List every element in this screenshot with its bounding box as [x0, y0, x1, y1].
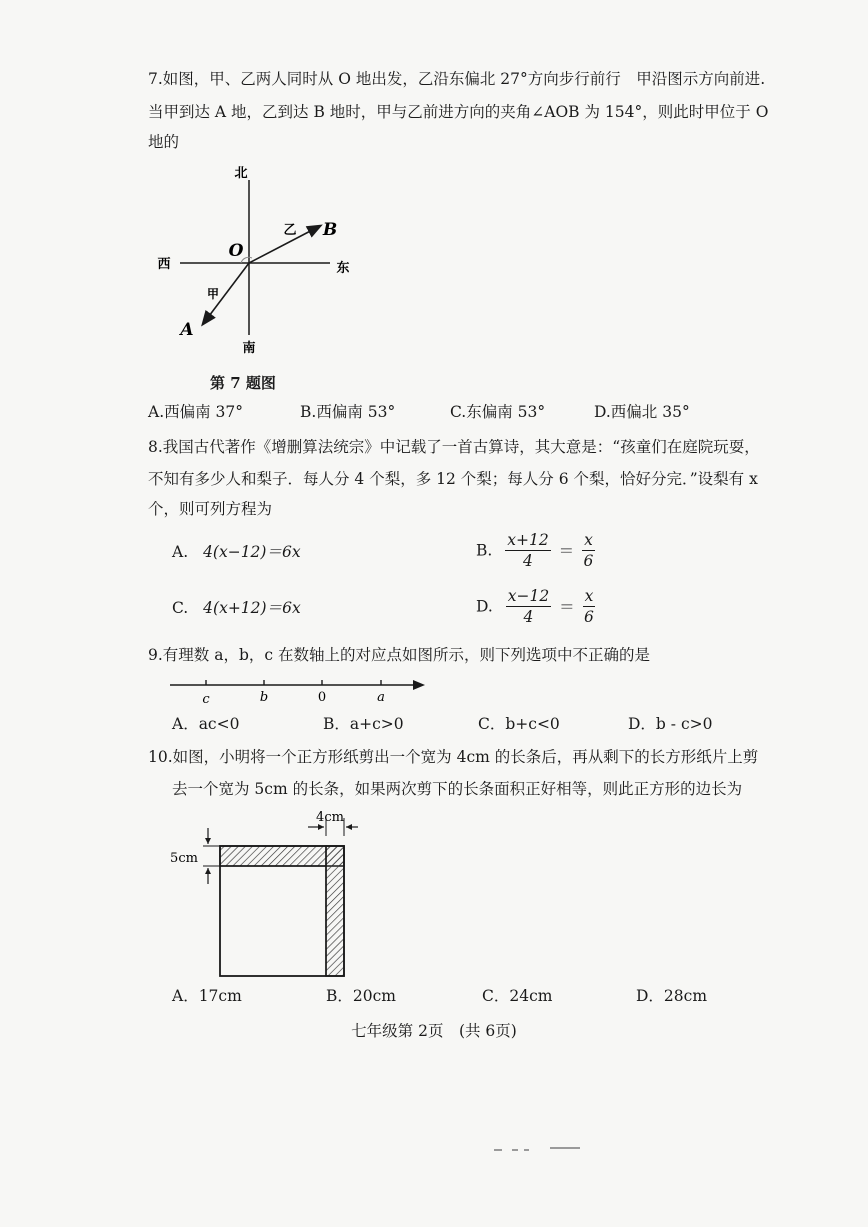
label-a: a — [377, 690, 385, 705]
q8-option-d — [476, 586, 595, 627]
q7-line-2: 当甲到达 A 地，乙到达 B 地时，甲与乙前进方向的夹角∠AOB 为 154°，则此时甲位于 O — [148, 103, 769, 121]
dim-arrowhead-right — [346, 824, 352, 830]
q8-option-c — [172, 597, 301, 619]
q9-option-a: A．ac<0 — [172, 715, 240, 733]
label-point-b: B — [322, 220, 338, 240]
equation: 4(x+12)＝6x — [203, 599, 301, 617]
scan-speck — [512, 1149, 518, 1151]
q7-line-1: 7.如图，甲、乙两人同时从 O 地出发，乙沿东偏北 27°方向步行前行 甲沿图示方向前进. — [148, 70, 766, 88]
option-letter: D. — [476, 597, 493, 616]
label-origin: O — [228, 241, 244, 261]
q10-square-figure — [165, 806, 375, 982]
equation: 4(x−12)＝6x — [203, 543, 301, 561]
numerator: x+12 — [507, 531, 549, 549]
option-letter: C. — [172, 599, 189, 617]
numerator: x−12 — [507, 587, 550, 605]
label-north: 北 — [234, 166, 248, 181]
q7-option-a: A.西偏南 37° — [148, 403, 244, 421]
q8-option-b — [476, 530, 595, 571]
label-west: 西 — [157, 257, 171, 272]
label-walker-a: 甲 — [206, 287, 220, 301]
option-letter: A. — [172, 543, 189, 561]
label-zero: 0 — [317, 690, 327, 705]
denominator: 6 — [583, 552, 594, 570]
label-east: 东 — [336, 261, 350, 276]
equals-sign: ＝ — [559, 597, 575, 616]
q9-option-c: C．b+c<0 — [478, 715, 560, 733]
scan-speck — [494, 1149, 502, 1151]
q10-option-b: B．20cm — [326, 987, 396, 1005]
numerator: x — [584, 587, 594, 605]
fraction-right — [583, 586, 596, 627]
equals-sign: ＝ — [558, 541, 575, 560]
q10-option-a: A．17cm — [172, 987, 242, 1005]
q9-number-line — [165, 674, 435, 708]
q8-line-3: 个，则可列方程为 — [148, 500, 273, 518]
q7-option-c: C.东偏南 53° — [450, 403, 546, 421]
q7-option-b: B.西偏南 53° — [300, 403, 396, 421]
fraction-left — [505, 530, 550, 571]
label-point-a: A — [180, 320, 194, 340]
q10-option-c: C．24cm — [482, 987, 553, 1005]
width-label: 4cm — [316, 810, 344, 825]
q10-option-d: D．28cm — [636, 987, 708, 1005]
numerator: x — [584, 531, 593, 549]
label-south: 南 — [242, 341, 256, 356]
label-c: c — [202, 692, 210, 707]
axis-arrowhead — [413, 680, 425, 690]
q7-line-3: 地的 — [148, 133, 180, 151]
q8-line-2: 不知有多少人和梨子．每人分 4 个梨，多 12 个梨；每人分 6 个梨，恰好分完．”设梨有 x — [148, 470, 758, 488]
dim-arrowhead-bottom — [205, 868, 211, 874]
page-footer: 七年级第 2页 (共 6页) — [351, 1022, 517, 1040]
q9-option-d: D．b - c>0 — [628, 715, 713, 733]
q10-line-2: 去一个宽为 5cm 的长条，如果两次剪下的长条面积正好相等，则此正方形的边长为 — [172, 780, 743, 798]
q9-option-b: B．a+c>0 — [323, 715, 404, 733]
fraction-right — [582, 530, 595, 571]
denominator: 4 — [523, 552, 533, 570]
strip-4cm — [326, 846, 344, 976]
label-walker-b: 乙 — [283, 223, 297, 238]
option-letter: B. — [476, 541, 493, 560]
height-label: 5cm — [170, 851, 198, 866]
q9-line-1: 9.有理数 a，b，c 在数轴上的对应点如图所示，则下列选项中不正确的是 — [148, 646, 650, 664]
denominator: 6 — [584, 608, 594, 626]
denominator: 4 — [523, 608, 534, 626]
q8-option-a — [172, 541, 301, 563]
q7-compass-figure — [140, 160, 370, 360]
q7-figure-caption: 第 7 题图 — [210, 374, 276, 392]
q10-line-1: 10.如图，小明将一个正方形纸剪出一个宽为 4cm 的长条后，再从剩下的长方形纸片上剪 — [148, 748, 759, 766]
q8-line-1: 8.我国古代著作《增删算法统宗》中记载了一首古算诗，其大意是：“孩童们在庭院玩耍， — [148, 438, 760, 456]
label-b: b — [259, 690, 269, 705]
q7-option-d: D.西偏北 35° — [594, 403, 690, 421]
scan-speck — [524, 1149, 529, 1151]
fraction-left — [506, 586, 551, 627]
dim-arrowhead-top — [205, 838, 211, 844]
scan-speck — [550, 1147, 580, 1149]
